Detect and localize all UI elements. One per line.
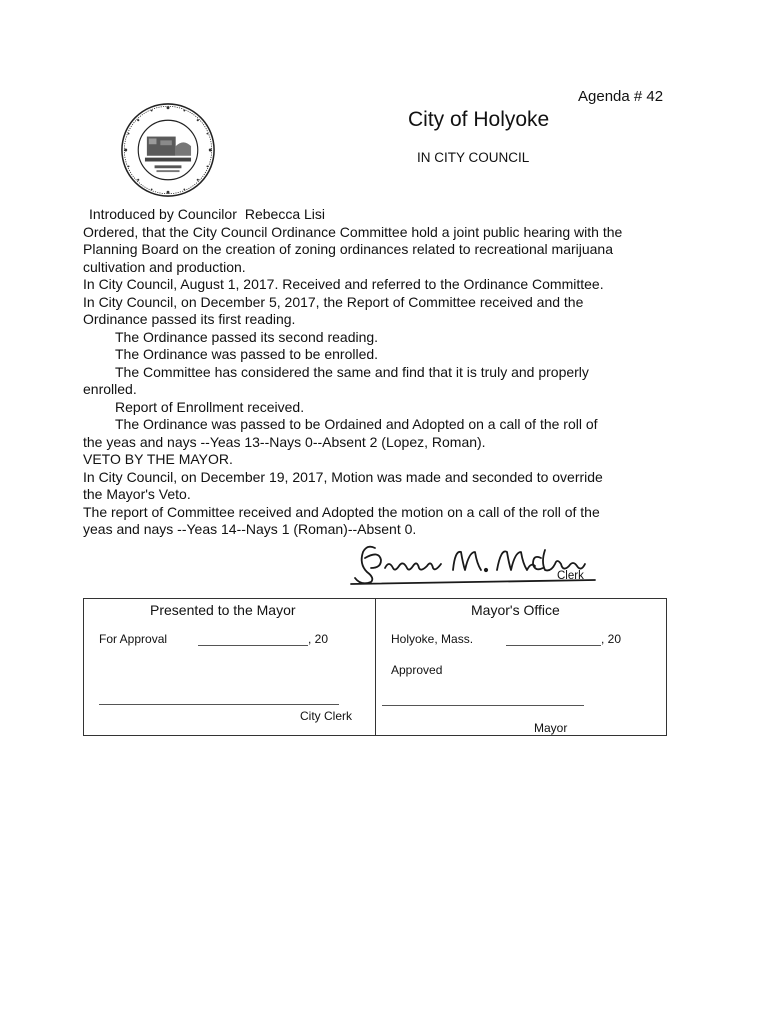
agenda-number: Agenda # 42 — [578, 88, 664, 105]
body-line: In City Council, on December 19, 2017, Motion was made and seconded to override — [83, 468, 603, 485]
presented-to-mayor-heading: Presented to the Mayor — [150, 602, 296, 618]
body-line: the yeas and nays --Yeas 13--Nays 0--Absent 2 (Lopez, Roman). — [83, 433, 486, 450]
page-title: City of Holyoke — [408, 108, 550, 131]
approved-label: Approved — [391, 663, 443, 677]
body-line: Ordered, that the City Council Ordinance Committee hold a joint public hearing with the — [83, 223, 623, 240]
resolution-body — [83, 206, 683, 539]
body-line: cultivation and production. — [83, 258, 246, 275]
body-line: enrolled. — [83, 381, 137, 397]
clerk-label: Clerk — [557, 570, 584, 582]
body-line: Report of Enrollment received. — [115, 398, 305, 415]
body-line: Ordinance passed its first reading. — [83, 311, 296, 327]
city-clerk-label: City Clerk — [300, 709, 353, 723]
introduced-by-line — [83, 206, 683, 224]
mayor-year: , 20 — [601, 632, 622, 646]
body-line: In City Council, August 1, 2017. Received and referred to the Ordinance Committee. — [83, 276, 604, 292]
city-clerk-signature-line — [99, 704, 339, 705]
body-line: yeas and nays --Yeas 14--Nays 1 (Roman)--Absent 0. — [83, 521, 417, 537]
introduced-by-label: Introduced by Councilor — [89, 206, 237, 222]
council-heading: IN CITY COUNCIL — [417, 150, 530, 165]
city-seal-icon — [120, 102, 216, 198]
body-line: The Ordinance passed its second reading. — [115, 328, 379, 345]
for-approval-date-blank — [198, 634, 308, 646]
councilor-name: Rebecca Lisi — [244, 206, 326, 222]
place-label: Holyoke, Mass. — [391, 632, 474, 646]
approval-table — [83, 598, 667, 736]
for-approval-label: For Approval — [99, 632, 168, 646]
mayor-label: Mayor — [534, 721, 568, 735]
body-line: The report of Committee received and Adopted the motion on a call of the roll of the — [83, 503, 600, 520]
for-approval-year: , 20 — [308, 632, 329, 646]
body-line: VETO BY THE MAYOR. — [83, 451, 233, 467]
body-line: In City Council, on December 5, 2017, the Report of Committee received and the — [83, 293, 584, 310]
mayor-signature-line — [382, 705, 584, 706]
mayor-date-blank — [506, 634, 601, 646]
body-line: Planning Board on the creation of zoning ordinances related to recreational marijuana — [83, 241, 614, 257]
body-line: the Mayor's Veto. — [83, 486, 191, 502]
table-divider — [375, 599, 376, 735]
mayors-office-heading: Mayor's Office — [471, 602, 560, 618]
body-line: The Committee has considered the same and find that it is truly and properly — [115, 363, 589, 380]
body-line: The Ordinance was passed to be Ordained and Adopted on a call of the roll of — [115, 416, 598, 432]
body-line: The Ordinance was passed to be enrolled. — [115, 346, 379, 362]
